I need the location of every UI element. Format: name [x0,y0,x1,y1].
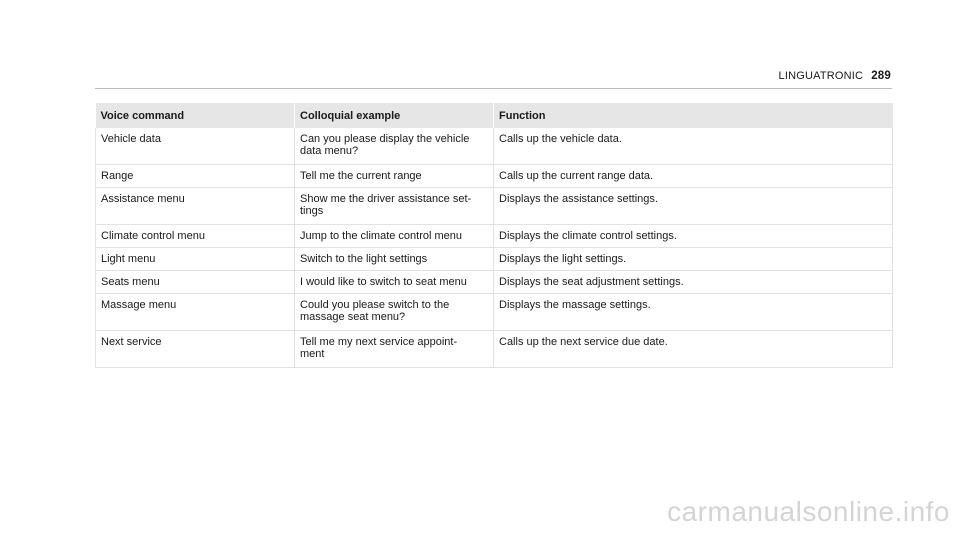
cell-function: Displays the light settings. [494,248,893,271]
header-rule [95,88,892,89]
cell-command: Vehicle data [96,128,295,165]
cell-example: Switch to the light settings [295,248,494,271]
watermark: carmanualsonline.info [667,496,950,527]
cell-example: I would like to switch to seat menu [295,271,494,294]
table-row [96,331,893,368]
table-header-row [96,103,893,128]
cell-command: Light menu [96,248,295,271]
table-row [96,271,893,294]
header-function: Function [494,103,893,128]
section-title: LINGUATRONIC [778,70,864,82]
running-head [779,70,892,82]
table-row [96,248,893,271]
cell-example: Show me the driver assistance set- tings [295,188,494,225]
cell-example: Tell me the current range [295,165,494,188]
cell-function: Displays the massage settings. [494,294,893,331]
page-number: 289 [871,70,891,82]
cell-command: Massage menu [96,294,295,331]
cell-example: Can you please display the vehicle data menu? [295,128,494,165]
voice-command-table [95,103,893,368]
table-row [96,294,893,331]
cell-function: Calls up the current range data. [494,165,893,188]
cell-function: Calls up the next service due date. [494,331,893,368]
table-row [96,188,893,225]
cell-command: Climate control menu [96,225,295,248]
cell-command: Range [96,165,295,188]
cell-function: Displays the seat adjustment settings. [494,271,893,294]
header-voice-command: Voice command [96,103,295,128]
cell-function: Displays the assistance settings. [494,188,893,225]
cell-command: Next service [96,331,295,368]
table-row [96,225,893,248]
cell-command: Seats menu [96,271,295,294]
table-row [96,165,893,188]
cell-example: Tell me my next service appoint- ment [295,331,494,368]
cell-example: Could you please switch to the massage seat menu? [295,294,494,331]
header-colloquial-example: Colloquial example [295,103,494,128]
cell-example: Jump to the climate control menu [295,225,494,248]
cell-command: Assistance menu [96,188,295,225]
cell-function: Displays the climate control settings. [494,225,893,248]
table-row [96,128,893,165]
cell-function: Calls up the vehicle data. [494,128,893,165]
